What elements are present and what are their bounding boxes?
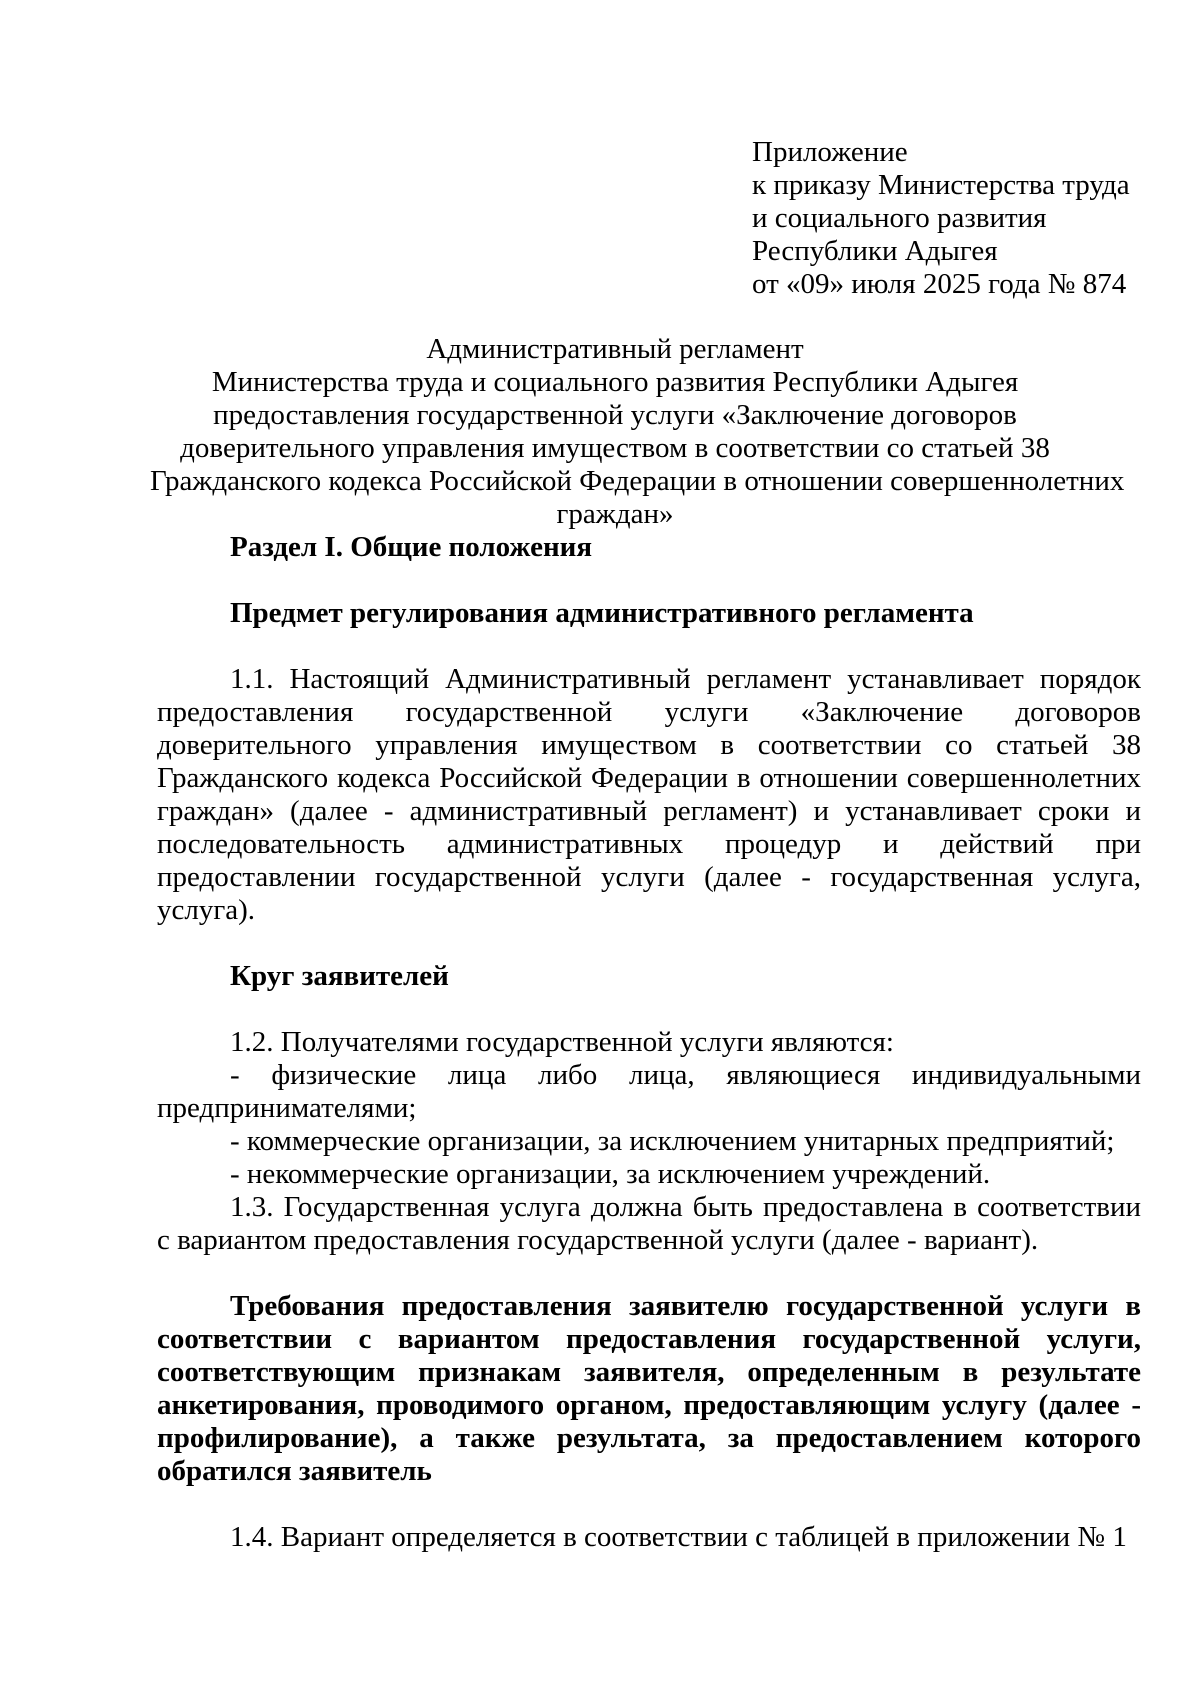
- list-item: - коммерческие организации, за исключением унитарных предприятий;: [230, 1125, 1115, 1157]
- title-line: предоставления государственной услуги «Заключение договоров: [213, 399, 1017, 431]
- title-line: Административный регламент: [426, 333, 804, 365]
- title-line: доверительного управления имуществом в соответствии со статьей 38: [180, 432, 1050, 464]
- applicants-heading: Круг заявителей: [230, 960, 449, 992]
- title-line: граждан»: [556, 498, 674, 530]
- title-line: Министерства труда и социального развития Республики Адыгея: [211, 366, 1019, 398]
- subject-heading: Предмет регулирования административного регламента: [230, 597, 974, 629]
- document-body: [157, 531, 1141, 1554]
- requirements-heading: Требования предоставления заявителю государственной услуги в соответствии с вариантом предоставления государственной услуги, соответствующим признакам заявителя, определенным в результате анкетирования, проводимого органом, предоставляющим услугу (далее - профилирование), а также результата, за предоставлением которого обратился заявитель: [157, 1290, 1141, 1487]
- list-item: - физические лица либо лица, являющиеся индивидуальными предпринимателями;: [157, 1059, 1141, 1124]
- document-title: [150, 333, 1125, 531]
- appendix-line: Приложение: [752, 136, 908, 168]
- title-line: Гражданского кодекса Российской Федерации в отношении совершеннолетних: [150, 465, 1125, 497]
- appendix-line: Республики Адыгея: [752, 235, 998, 267]
- appendix-line: от «09» июля 2025 года № 874: [752, 268, 1127, 300]
- paragraph-1-1: 1.1. Настоящий Административный регламент устанавливает порядок предоставления государственной услуги «Заключение договоров доверительного управления имуществом в соответствии со статьей 38 Гражданского кодекса Российской Федерации в отношении совершеннолетних граждан» (далее - административный регламент) и устанавливает сроки и последовательность административных процедур и действий при предоставлении государственной услуги (далее - государственная услуга, услуга).: [157, 663, 1141, 926]
- appendix-line: и социального развития: [752, 202, 1047, 234]
- appendix-line: к приказу Министерства труда: [752, 169, 1130, 201]
- list-item: - некоммерческие организации, за исключением учреждений.: [230, 1158, 991, 1190]
- section-heading: Раздел I. Общие положения: [230, 531, 593, 563]
- paragraph-1-2: 1.2. Получателями государственной услуги являются:: [230, 1026, 894, 1058]
- appendix-block: [752, 136, 1172, 301]
- paragraph-1-3: 1.3. Государственная услуга должна быть предоставлена в соответствии с вариантом предоставления государственной услуги (далее - вариант).: [157, 1191, 1141, 1256]
- paragraph-1-4: 1.4. Вариант определяется в соответствии с таблицей в приложении № 1: [230, 1521, 1127, 1553]
